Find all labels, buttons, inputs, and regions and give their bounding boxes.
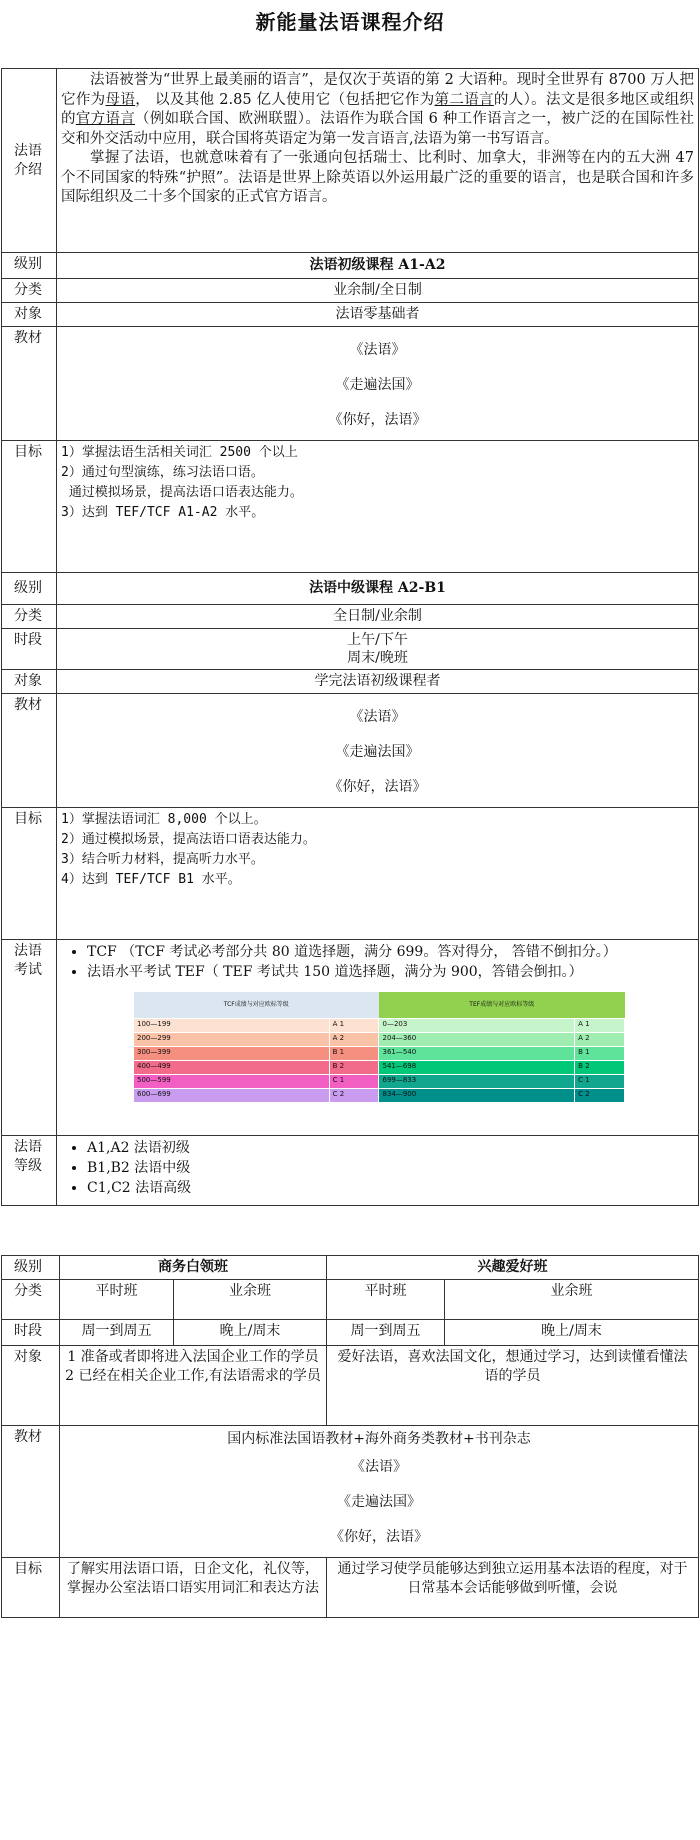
- class-time: 晚上/周末: [174, 1319, 327, 1345]
- tef-score-range: 541—698: [379, 1060, 575, 1074]
- score-row: [134, 1074, 625, 1088]
- tcf-score-range: 400—499: [134, 1060, 330, 1074]
- level-label: 级别: [2, 572, 57, 604]
- intermediate-time: 上午/下午 周末/晚班: [57, 628, 699, 669]
- score-row: [134, 1060, 625, 1074]
- level-label: 级别: [2, 1256, 60, 1280]
- tef-score-range: 361—540: [379, 1046, 575, 1060]
- tcf-score-range: 600—699: [134, 1088, 330, 1102]
- time-label: 时段: [2, 1319, 60, 1345]
- target-label: 对象: [2, 669, 57, 693]
- goal-label: 目标: [2, 440, 57, 572]
- tcf-score-range: 100—199: [134, 1018, 330, 1032]
- grade-content: [57, 1135, 699, 1205]
- goal-item: 2）通过句型演练，练习法语口语。: [61, 464, 264, 480]
- grade-label: 法语 等级: [2, 1135, 57, 1205]
- class-type: 业余班: [174, 1279, 327, 1319]
- tef-score-range: 834—900: [379, 1088, 575, 1102]
- tcf-level: B 2: [329, 1060, 379, 1074]
- tef-level: A 1: [575, 1018, 625, 1032]
- tef-level: A 2: [575, 1032, 625, 1046]
- intermediate-books: [57, 693, 699, 807]
- score-row: [134, 1032, 625, 1046]
- score-row: [134, 1088, 625, 1102]
- books-label: 教材: [2, 326, 57, 440]
- time-label: 时段: [2, 628, 57, 669]
- class-time: 周一到周五: [60, 1319, 174, 1345]
- intermediate-level: 法语中级课程 A2-B1: [57, 572, 699, 604]
- level-label: 级别: [2, 253, 57, 279]
- goal-item: 4）达到 TEF/TCF B1 水平。: [61, 871, 241, 887]
- book-item: 《走遍法国》: [337, 1493, 421, 1510]
- books-label: 教材: [2, 693, 57, 807]
- intro-text: [57, 69, 699, 253]
- interest-goal: 通过学习使学员能够达到独立运用基本法语的程度，对于日常基本会话能够做到听懂，会说: [327, 1557, 699, 1617]
- exam-content: [57, 939, 699, 1135]
- grade-item: • B1,B2 法语中级: [87, 1158, 694, 1178]
- book-item: 《你好，法语》: [328, 411, 427, 428]
- target-label: 对象: [2, 303, 57, 327]
- score-table: [133, 992, 625, 1103]
- mother-tongue-link[interactable]: 母语: [105, 91, 136, 108]
- tcf-score-range: 200—299: [134, 1032, 330, 1046]
- book-item: 《你好，法语》: [330, 1528, 428, 1545]
- tef-level: B 2: [575, 1060, 625, 1074]
- intermediate-type: 全日制/业余制: [57, 604, 699, 628]
- elementary-goals: [57, 440, 699, 572]
- intro-paragraph-1: 法语被誉为“世界上最美丽的语言”，是仅次于英语的第 2 大语种。现时全世界有 8700 万人把它作为母语， 以及其他 2.85 亿人使用它（包括把它作为第二语言的人）。法文是很多地区或组织的官方语言（例如联合国、欧洲联盟）。法语作为联合国 6 种工作语言之一，被广泛的在国际性社交和外交活动中应用，联合国将英语定为第一发言语言,法语为第一书写语言。: [61, 72, 695, 147]
- elementary-target: 法语零基础者: [57, 303, 699, 327]
- tcf-level: B 1: [329, 1046, 379, 1060]
- goal-item: 2）通过模拟场景，提高法语口语表达能力。: [61, 831, 316, 847]
- class-time: 周一到周五: [327, 1319, 445, 1345]
- business-target: 1 准备或者即将进入法国企业工作的学员 2 已经在相关企业工作,有法语需求的学员: [60, 1345, 327, 1425]
- interest-class-title: 兴趣爱好班: [327, 1256, 699, 1280]
- goal-item: 3）达到 TEF/TCF A1-A2 水平。: [61, 504, 265, 520]
- tcf-level: C 1: [329, 1074, 379, 1088]
- tcf-score-range: 500—599: [134, 1074, 330, 1088]
- goal-item: 通过模拟场景，提高法语口语表达能力。: [61, 484, 303, 500]
- book-item: 《法语》: [349, 708, 406, 725]
- score-row: [134, 1046, 625, 1060]
- grade-item: • A1,A2 法语初级: [87, 1138, 694, 1158]
- tef-score-range: 204—360: [379, 1032, 575, 1046]
- intro-paragraph-2: 掌握了法语，也就意味着有了一张通向包括瑞士、比利时、加拿大，非洲等在内的五大洲 47 个不同国家的特殊“护照”。法语是世界上除英语以外运用最广泛的重要的语言，也是联合国和许多国际组织及二十多个国家的正式官方语言。: [61, 150, 694, 206]
- intermediate-target: 学完法语初级课程者: [57, 669, 699, 693]
- elementary-type: 业余制/全日制: [57, 279, 699, 303]
- tcf-level: A 2: [329, 1032, 379, 1046]
- tcf-level: C 2: [329, 1088, 379, 1102]
- elementary-level: 法语初级课程 A1-A2: [57, 253, 699, 279]
- official-language-link[interactable]: 官方语言: [75, 111, 136, 128]
- class-time: 晚上/周末: [445, 1319, 699, 1345]
- goal-item: 1）掌握法语词汇 8,000 个以上。: [61, 811, 267, 827]
- main-course-table: [1, 68, 699, 1206]
- goal-item: 3）结合听力材料，提高听力水平。: [61, 851, 264, 867]
- book-item: 国内标准法国语教材+海外商务类教材+书刊杂志: [227, 1430, 531, 1447]
- book-item: 《走遍法国》: [335, 376, 420, 393]
- interest-target: 爱好法语，喜欢法国文化，想通过学习，达到读懂看懂法语的学员: [327, 1345, 699, 1425]
- goal-label: 目标: [2, 807, 57, 939]
- exam-list: [61, 942, 694, 982]
- score-row: [134, 1018, 625, 1032]
- business-goal: 了解实用法语口语，日企文化，礼仪等，掌握办公室法语口语实用词汇和表达方法: [60, 1557, 327, 1617]
- exam-label: 法语 考试: [2, 939, 57, 1135]
- tcf-score-range: 300—399: [134, 1046, 330, 1060]
- special-class-table: [1, 1255, 699, 1618]
- class-type: 平时班: [60, 1279, 174, 1319]
- tef-score-range: 699—833: [379, 1074, 575, 1088]
- book-item: 《法语》: [351, 1458, 407, 1475]
- goal-label: 目标: [2, 1557, 60, 1617]
- tcf-score-header: TCF成绩与对应欧标等级: [134, 992, 379, 1019]
- book-item: 《你好，法语》: [328, 778, 427, 795]
- tef-score-header: TEF成绩与对应欧标等级: [379, 992, 625, 1019]
- books-label: 教材: [2, 1425, 60, 1557]
- special-books: [60, 1425, 699, 1557]
- class-type: 业余班: [445, 1279, 699, 1319]
- exam-item-tcf: • TCF （TCF 考试必考部分共 80 道选择题，满分 699。答对得分， 答错不倒扣分。）: [87, 942, 694, 962]
- elementary-books: [57, 326, 699, 440]
- tef-level: C 1: [575, 1074, 625, 1088]
- tef-level: B 1: [575, 1046, 625, 1060]
- intro-label: 法语 介绍: [2, 69, 57, 253]
- goal-item: 1）掌握法语生活相关词汇 2500 个以上: [61, 444, 298, 460]
- exam-item-tef: • 法语水平考试 TEF（ TEF 考试共 150 道选择题，满分为 900，答错会倒扣。）: [87, 962, 694, 982]
- business-class-title: 商务白领班: [60, 1256, 327, 1280]
- book-item: 《走遍法国》: [335, 743, 420, 760]
- tef-score-range: 0—203: [379, 1018, 575, 1032]
- target-label: 对象: [2, 1345, 60, 1425]
- type-label: 分类: [2, 604, 57, 628]
- tef-level: C 2: [575, 1088, 625, 1102]
- book-item: 《法语》: [349, 341, 406, 358]
- intermediate-goals: [57, 807, 699, 939]
- page-title: 新能量法语课程介绍: [255, 10, 445, 34]
- type-label: 分类: [2, 1279, 60, 1319]
- tcf-level: A 1: [329, 1018, 379, 1032]
- second-language-link[interactable]: 第二语言: [434, 91, 494, 108]
- type-label: 分类: [2, 279, 57, 303]
- grade-list: [61, 1138, 694, 1198]
- grade-item: • C1,C2 法语高级: [87, 1178, 694, 1198]
- class-type: 平时班: [327, 1279, 445, 1319]
